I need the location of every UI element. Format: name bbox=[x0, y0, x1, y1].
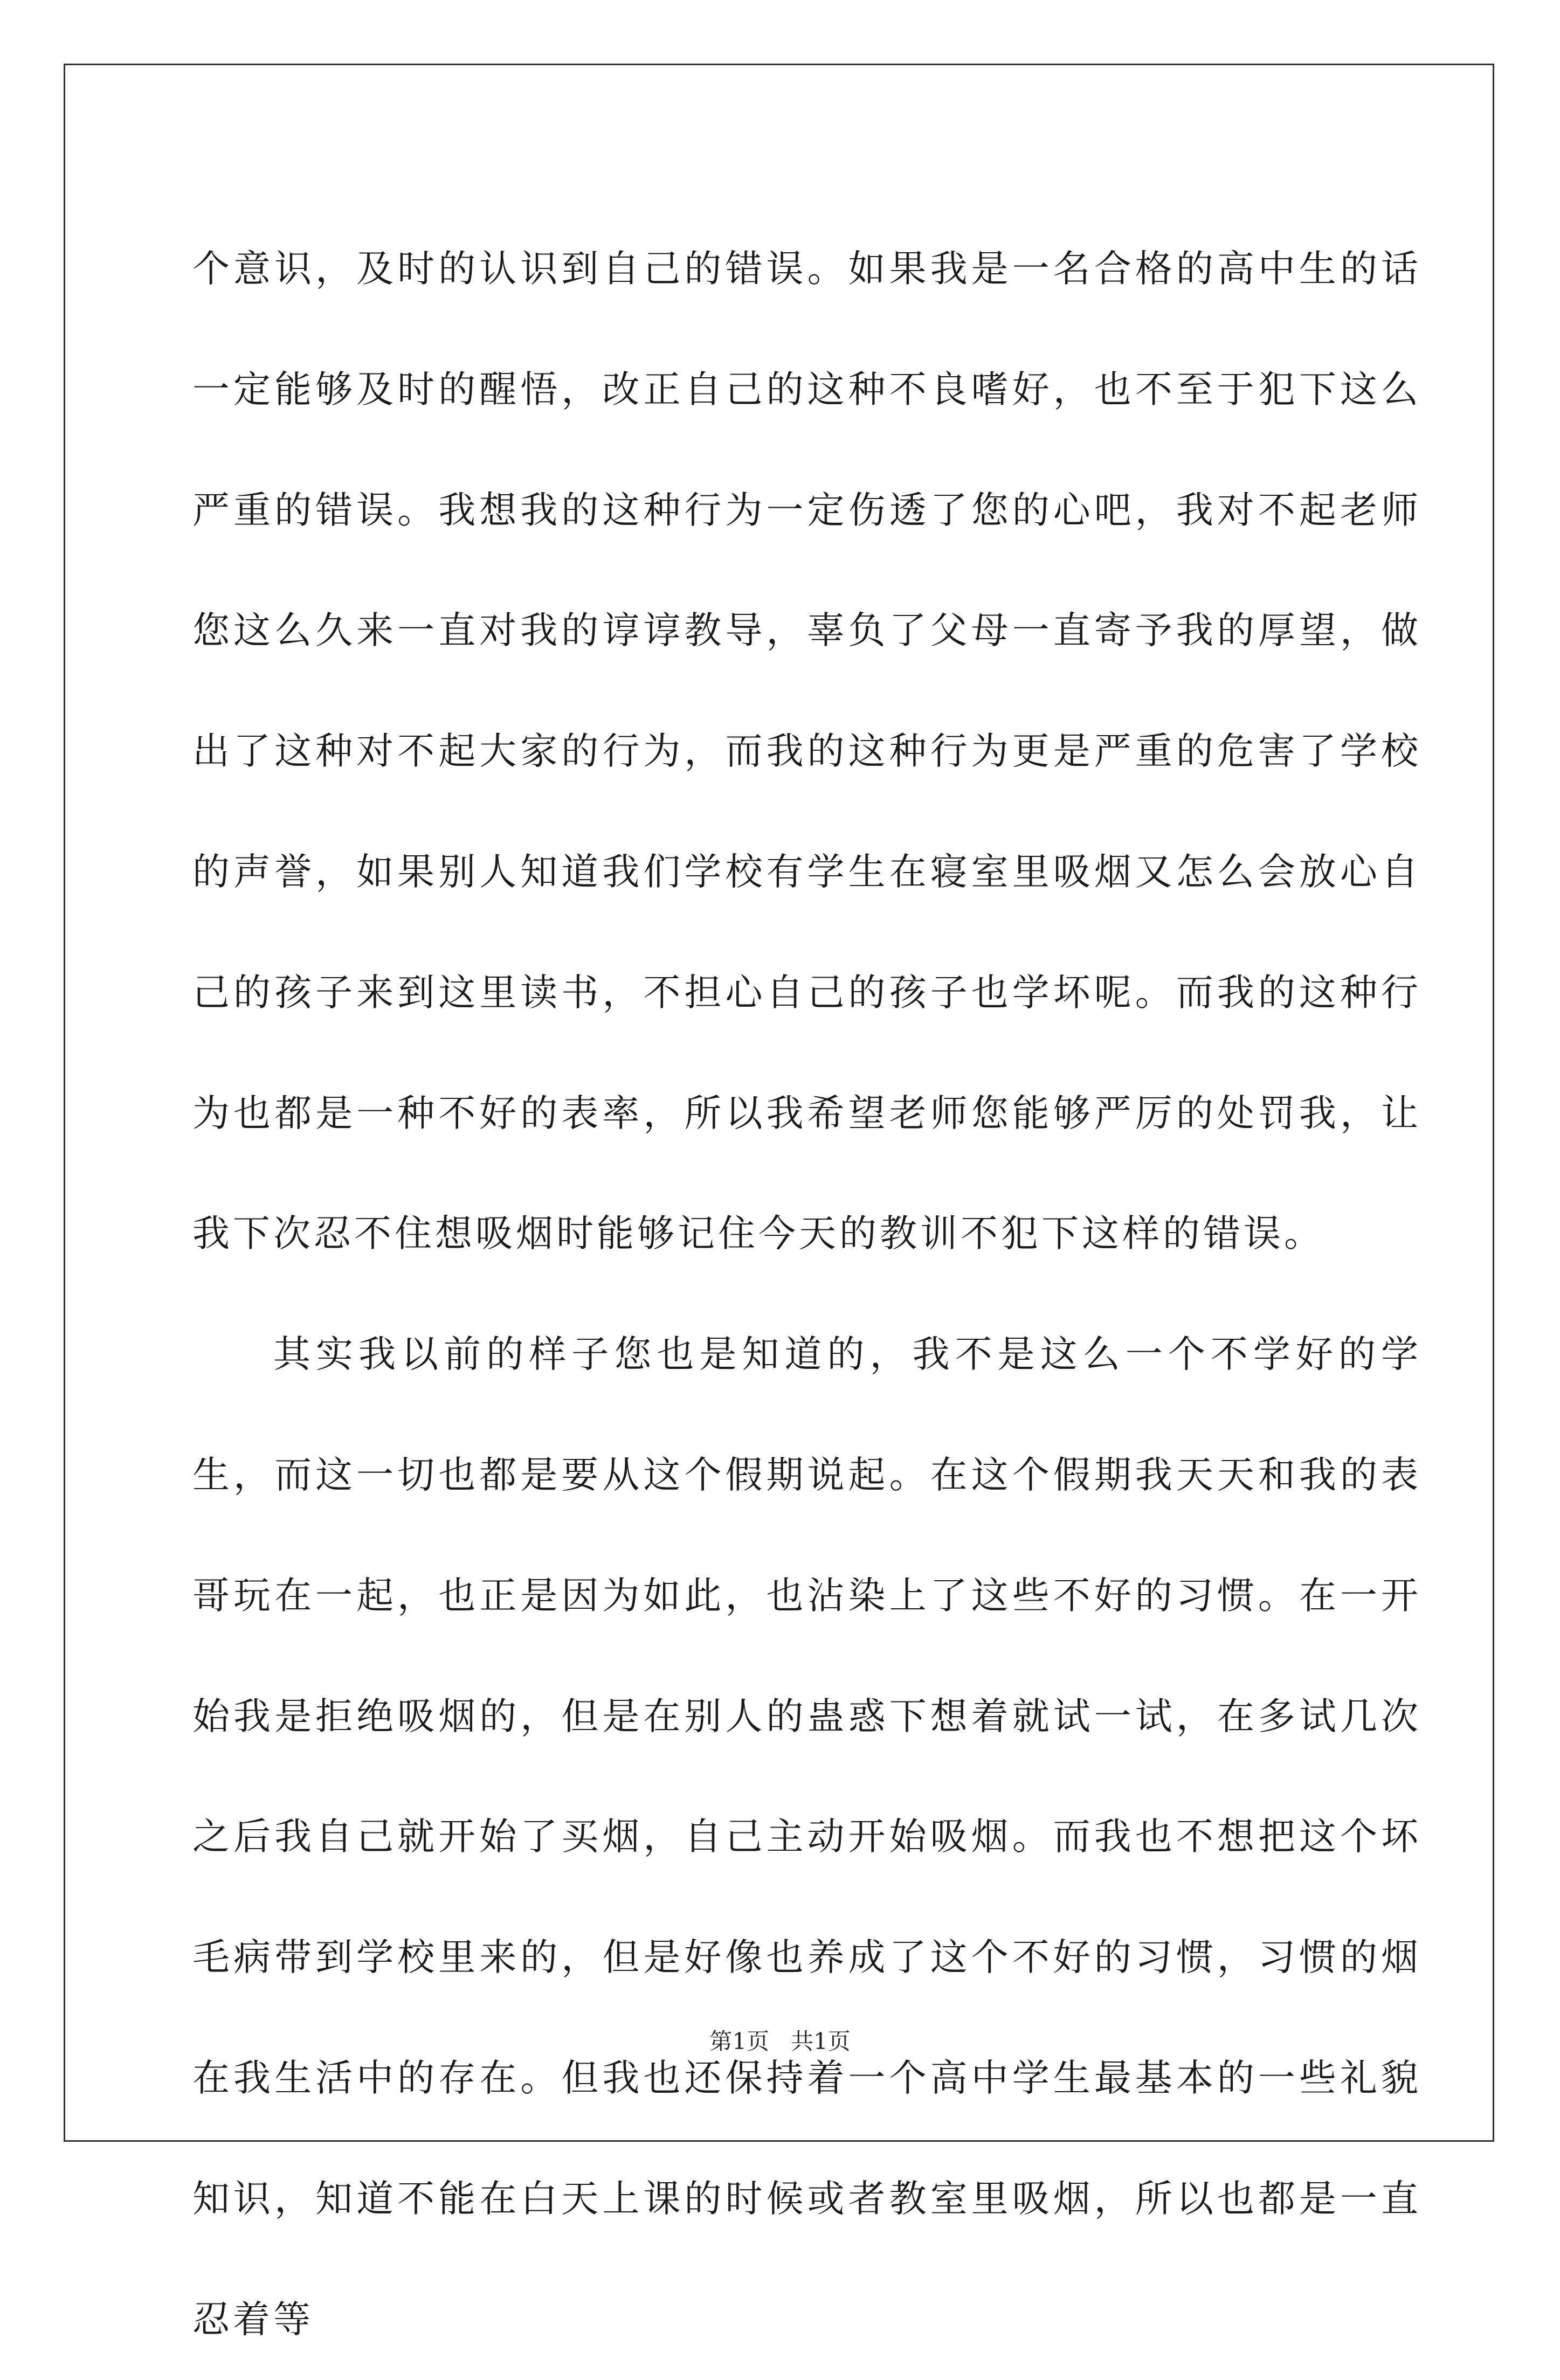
page-footer bbox=[0, 2026, 1560, 2057]
paragraph-1: 个意识，及时的认识到自己的错误。如果我是一名合格的高中生的话一定能够及时的醒悟，改正自己的这种不良嗜好，也不至于犯下这么严重的错误。我想我的这种行为一定伤透了您的心吧，我对不起老师您这么久来一直对我的谆谆教导，辜负了父母一直寄予我的厚望，做出了这种对不起大家的行为，而我的这种行为更是严重的危害了学校的声誉，如果别人知道我们学校有学生在寝室里吸烟又怎么会放心自己的孩子来到这里读书，不担心自己的孩子也学坏呢。而我的这种行为也都是一种不好的表率，所以我希望老师您能够严厉的处罚我，让我下次忍不住想吸烟时能够记住今天的教训不犯下这样的错误。 bbox=[192, 247, 1421, 1256]
page-number: 第1页 bbox=[709, 2028, 769, 2054]
paragraph-2: 其实我以前的样子您也是知道的，我不是这么一个不学好的学生，而这一切也都是要从这个假期说起。在这个假期我天天和我的表哥玩在一起，也正是因为如此，也沾染上了这些不好的习惯。在一开始我是拒绝吸烟的，但是在别人的蛊惑下想着就试一试，在多试几次之后我自己就开始了买烟，自己主动开始吸烟。而我也不想把这个坏毛病带到学校里来的，但是好像也养成了这个不好的习惯，习惯的烟在我生活中的存在。但我也还保持着一个高中学生最基本的一些礼貌知识，知道不能在白天上课的时候或者教室里吸烟，所以也都是一直忍着等 bbox=[192, 1333, 1421, 2341]
page-total: 共1页 bbox=[791, 2028, 851, 2054]
